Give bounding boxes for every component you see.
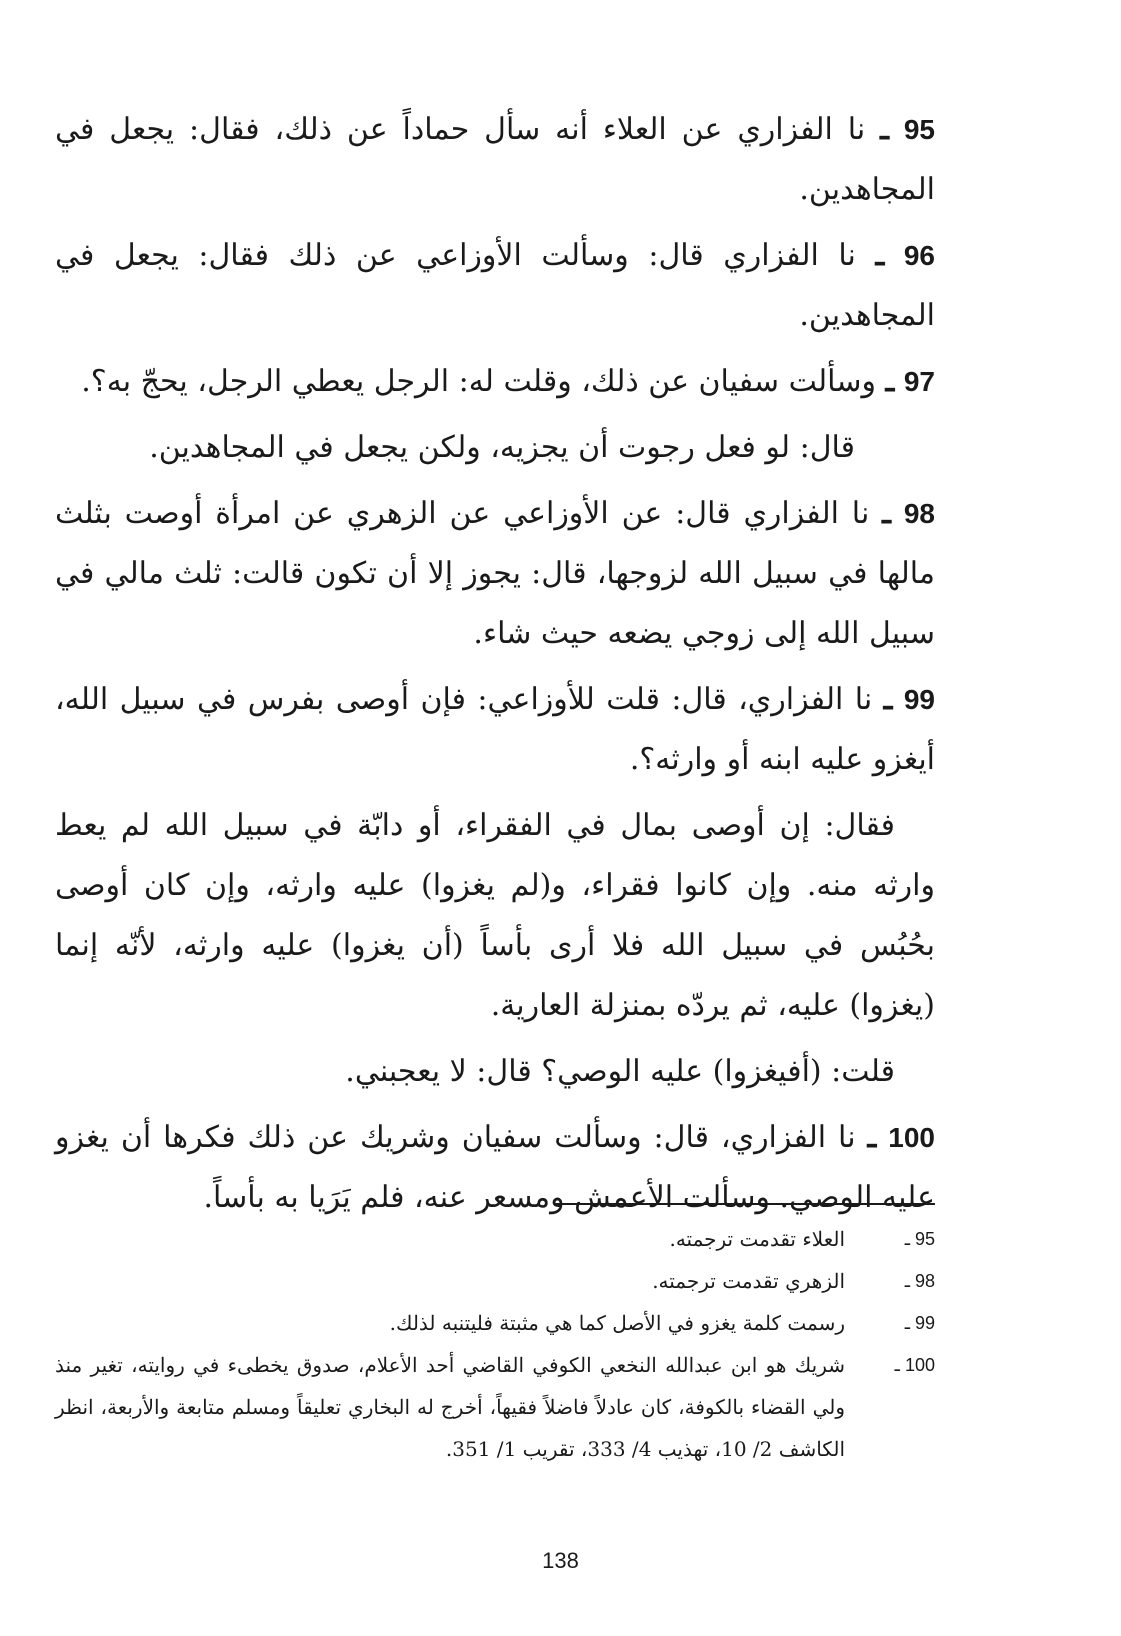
- entry-text: نا الفزاري عن العلاء أنه سأل حماداً عن ذلك، فقال: يجعل في المجاهدين.: [55, 112, 935, 207]
- entry-number: 97: [903, 366, 935, 397]
- entry-text: نا الفزاري قال: عن الأوزاعي عن الزهري عن امرأة أوصت بثلث مالها في سبيل الله لزوجها، قال: يجوز إلا أن تكون قالت: ثلث مالي في سبيل الله إلى زوجي يضعه حيث شاء.: [55, 496, 935, 651]
- footnote-divider: [555, 1203, 935, 1205]
- footnote-95: [55, 1218, 935, 1260]
- footnotes: [55, 1218, 935, 1470]
- entry-text: نا الفزاري، قال: وسألت سفيان وشريك عن ذلك فكرها أن يغزو عليه الوصي. وسألت الأعمش ومسعر عنه، فلم يَرَيا به بأساً.: [55, 1120, 935, 1215]
- entry-number: 99: [903, 684, 935, 715]
- entry-number: 95: [903, 114, 935, 145]
- footnote-text: شريك هو ابن عبدالله النخعي الكوفي القاضي أحد الأعلام، صدوق يخطىء في روايته، تغير منذ ولي القضاء بالكوفة، كان عادلاً فاضلاً فقيهاً، أخرج له البخاري تعليقاً ومسلم متابعة والأربعة، انظر الكاشف 2/ 10، تهذيب 4/ 333، تقريب 1/ 351.: [55, 1353, 845, 1461]
- entry-number: 96: [903, 240, 935, 271]
- entry-number: 98: [903, 498, 935, 529]
- entry-97-continuation: قال: لو فعل رجوت أن يجزيه، ولكن يجعل في المجاهدين.: [149, 430, 855, 465]
- entry-dash: ـ: [882, 497, 891, 530]
- entry-95: [55, 100, 935, 220]
- entry-text: نا الفزاري، قال: قلت للأوزاعي: فإن أوصى بفرس في سبيل الله، أيغزو عليه ابنه أو وارثه؟.: [55, 682, 935, 777]
- entry-96: [55, 226, 935, 346]
- footnote-number: 99 ـ: [904, 1313, 935, 1333]
- entry-number: 100: [888, 1122, 935, 1153]
- page-body: [55, 100, 935, 1234]
- entry-99-continuation: فقال: إن أوصى بمال في الفقراء، أو دابّة في سبيل الله لم يعط وارثه منه. وإن كانوا فقراء، و(لم يغزوا) عليه وارثه، وإن كان أوصى بحُبُس في سبيل الله فلا أرى بأساً (أن يغزوا) عليه وارثه، لأنّه إنما (يغزوا) عليه، ثم يردّه بمنزلة العارية.: [55, 808, 935, 1023]
- entry-dash: ـ: [867, 1121, 877, 1154]
- footnote-text: العلاء تقدمت ترجمته.: [669, 1227, 845, 1251]
- entry-99: [55, 670, 935, 790]
- entry-dash: ـ: [875, 239, 885, 272]
- entry-text: وسألت سفيان عن ذلك، وقلت له: الرجل يعطي الرجل، يحجّ به؟.: [81, 364, 876, 399]
- entry-97: [55, 352, 935, 412]
- footnote-number: 95 ـ: [904, 1229, 935, 1249]
- footnote-text: رسمت كلمة يغزو في الأصل كما هي مثبتة فليتنبه لذلك.: [389, 1311, 845, 1335]
- page-number: 138: [542, 1548, 579, 1573]
- entry-dash: ـ: [880, 113, 889, 146]
- footnote-99: [55, 1302, 935, 1344]
- entry-text: نا الفزاري قال: وسألت الأوزاعي عن ذلك فقال: يجعل في المجاهدين.: [55, 238, 935, 333]
- entry-dash: ـ: [885, 365, 895, 398]
- entry-dash: ـ: [883, 683, 893, 716]
- entry-99-continuation-2: قلت: (أفيغزوا) عليه الوصي؟ قال: لا يعجبني.: [345, 1054, 895, 1089]
- footnote-100: [55, 1344, 935, 1470]
- footnote-text: الزهري تقدمت ترجمته.: [652, 1269, 845, 1293]
- entry-98: [55, 484, 935, 664]
- entry-100: [55, 1108, 935, 1228]
- footnote-98: [55, 1260, 935, 1302]
- footnote-number: 98 ـ: [904, 1271, 935, 1291]
- footnote-number: 100 ـ: [894, 1355, 935, 1375]
